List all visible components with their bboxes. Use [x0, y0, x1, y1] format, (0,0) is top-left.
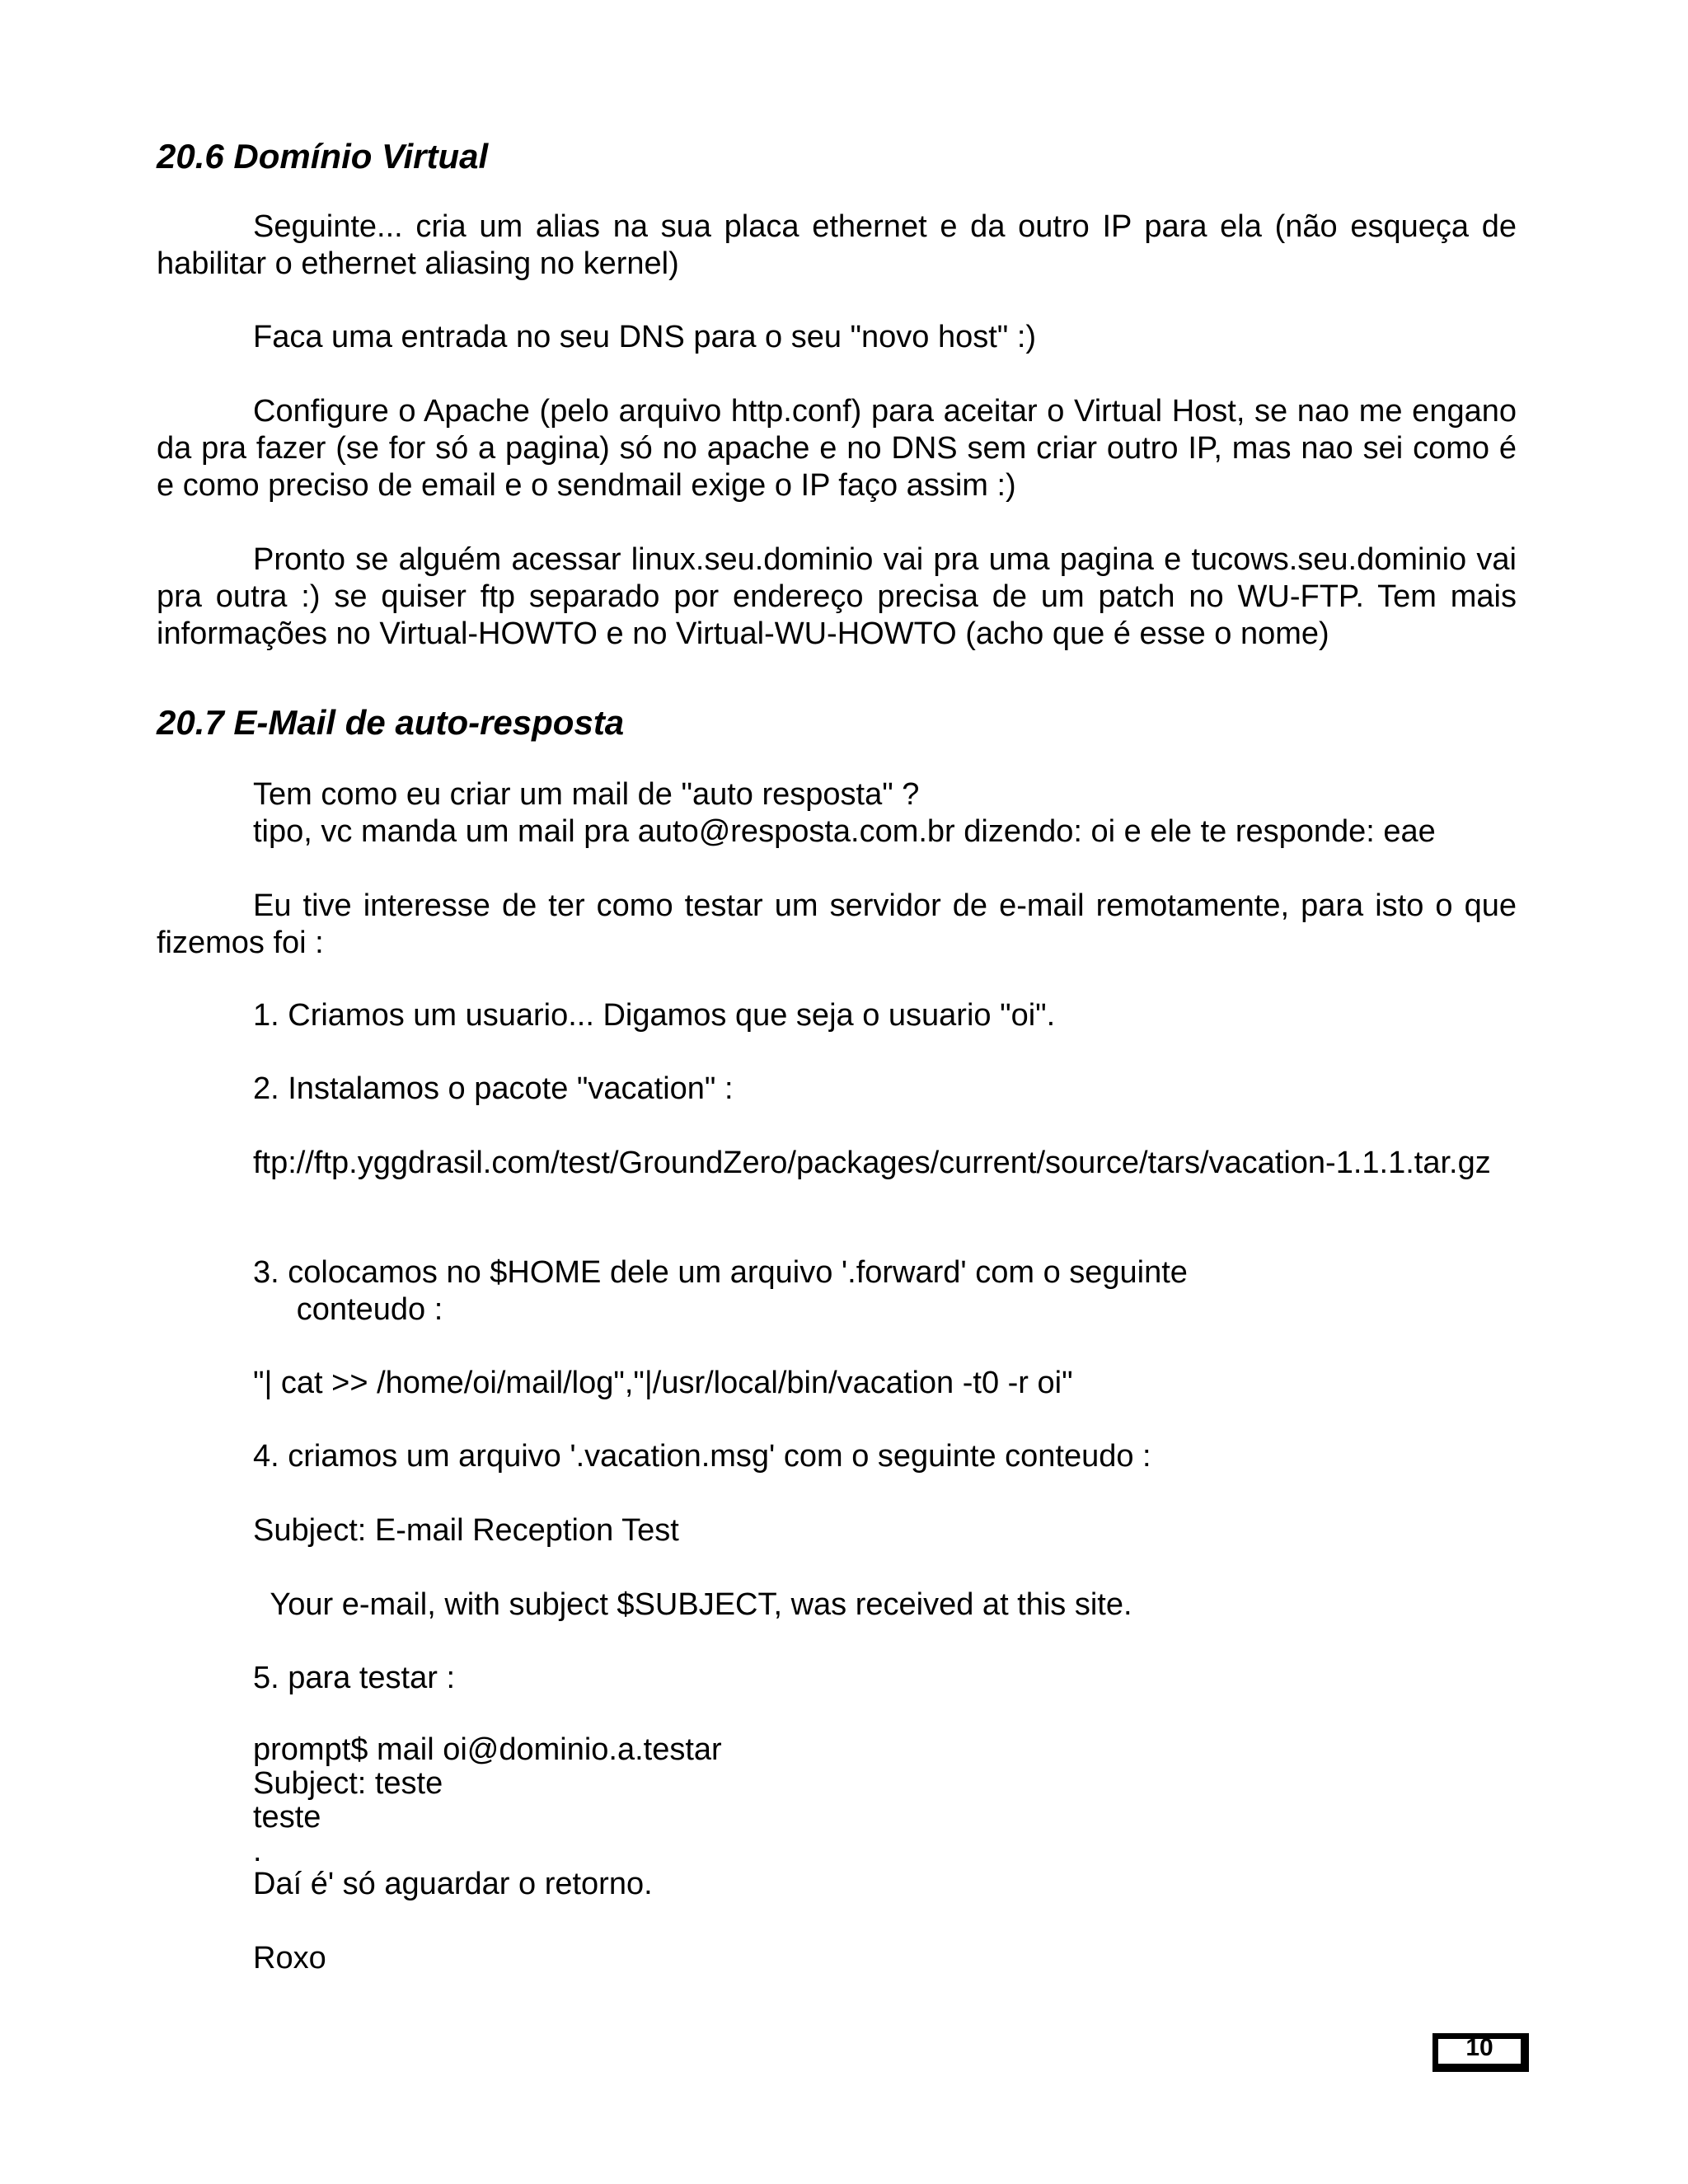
step-3: 3. colocamos no $HOME dele um arquivo '.forward' com o seguinte conteudo :: [253, 1255, 1188, 1327]
section-heading-virtual-domain: 20.6 Domínio Virtual: [157, 137, 489, 176]
step-5: 5. para testar :: [253, 1661, 456, 1695]
paragraph-ethernet-alias: Seguinte... cria um alias na sua placa ethernet e da outro IP para ela (não esqueça de habilitar o ethernet aliasing no kernel): [157, 209, 1517, 281]
test-command-block: prompt$ mail oi@dominio.a.testar Subject: teste teste .: [253, 1732, 722, 1868]
package-url: ftp://ftp.yggdrasil.com/test/GroundZero/packages/current/source/tars/vacation-1.1.1.tar.gz: [253, 1146, 1491, 1180]
paragraph-dns-entry: Faca uma entrada no seu DNS para o seu "novo host" :): [253, 320, 1037, 354]
step-1: 1. Criamos um usuario... Digamos que seja o usuario "oi".: [253, 998, 1056, 1033]
paragraph-intro: Eu tive interesse de ter como testar um servidor de e-mail remotamente, para isto o que fizemos foi :: [157, 888, 1517, 960]
step-2: 2. Instalamos o pacote "vacation" :: [253, 1071, 734, 1106]
page-number: 10: [1432, 2033, 1529, 2072]
question-line-1: Tem como eu criar um mail de "auto resposta" ?: [253, 777, 920, 812]
signature: Roxo: [253, 1941, 326, 1975]
paragraph-access-info: Pronto se alguém acessar linux.seu.dominio vai pra uma pagina e tucows.seu.dominio vai pra outra :) se quiser ftp separado por endereço precisa de um patch no WU-FTP. Tem mais informações no Virtual-HOWTO e no Virtual-WU-HOWTO (acho que é esse o nome): [157, 542, 1517, 651]
closing-line: Daí é' só aguardar o retorno.: [253, 1867, 653, 1901]
section-heading-auto-reply: 20.7 E-Mail de auto-resposta: [157, 703, 625, 742]
forward-file-content: "| cat >> /home/oi/mail/log","|/usr/local/bin/vacation -t0 -r oi": [253, 1366, 1073, 1400]
question-line-2: tipo, vc manda um mail pra auto@resposta.com.br dizendo: oi e ele te responde: eae: [253, 814, 1436, 849]
step-4: 4. criamos um arquivo '.vacation.msg' com o seguinte conteudo :: [253, 1439, 1151, 1474]
vacation-msg-body: Your e-mail, with subject $SUBJECT, was received at this site.: [253, 1587, 1132, 1622]
vacation-msg-subject: Subject: E-mail Reception Test: [253, 1513, 679, 1548]
paragraph-apache-config: Configure o Apache (pelo arquivo http.conf) para aceitar o Virtual Host, se nao me engano da pra fazer (se for só a pagina) só no apache e no DNS sem criar outro IP, mas nao sei como é e como preciso de email e o sendmail exige o IP faço assim :): [157, 394, 1517, 503]
